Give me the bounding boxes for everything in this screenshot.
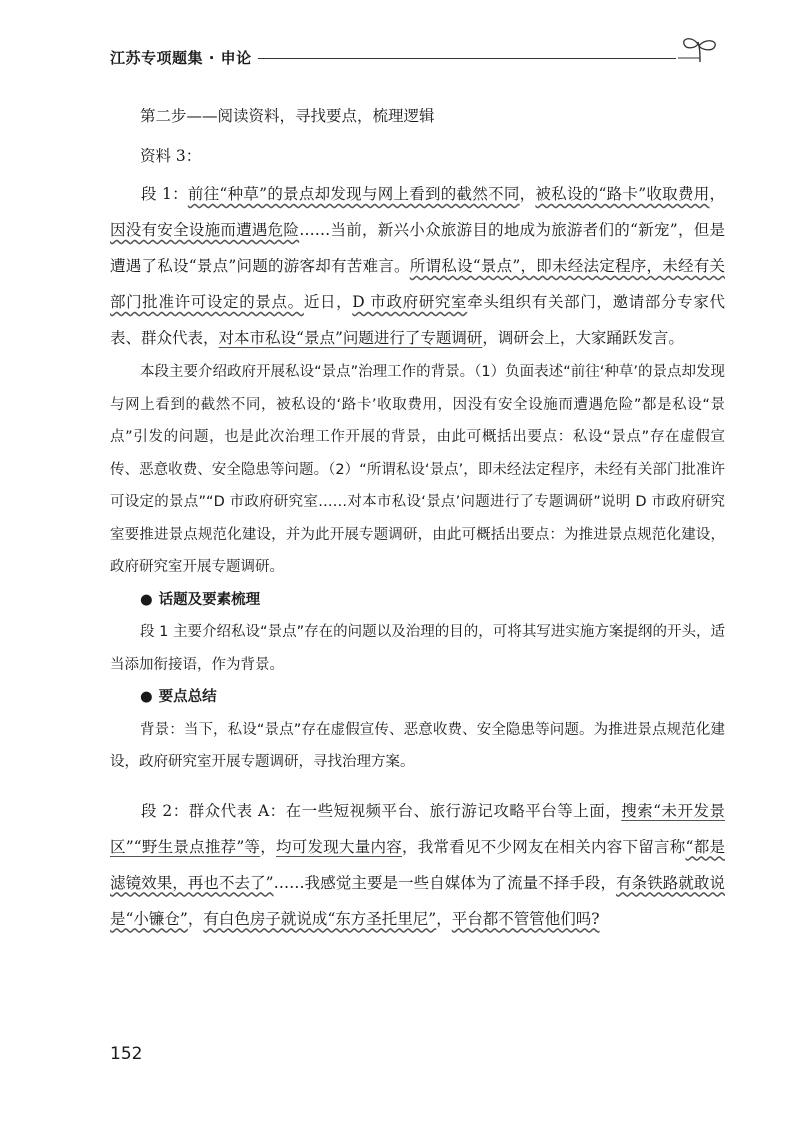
summary-paragraph: 背景：当下，私设“景点”存在虚假宣传、恶意收费、安全隐患等问题。为推进景点规范化建设，政府研究室开展专题调研，寻找治理方案。 [110, 721, 725, 770]
text-segment: 牵头组织有关部门，邀请部分专家代表、群众代表， [110, 293, 725, 347]
source-paragraph-2 [110, 793, 725, 937]
step-heading: 第二步——阅读资料，寻找要点，梳理逻辑 [140, 107, 435, 125]
book-title: 江苏专项题集 · 申论 [110, 49, 252, 67]
text-segment: ，我常看见不少网友在相关内容下留言称 [402, 837, 686, 856]
bullet-icon: ● [140, 689, 153, 705]
source-paragraph-1 [110, 176, 725, 356]
text-segment: ， [260, 837, 277, 856]
underlined-phrase: D 市政府研究室 [352, 293, 468, 311]
underlined-phrase: 有条铁路就敢说是“小镰仓” [110, 873, 725, 928]
bullet-icon: ● [140, 591, 153, 608]
material-label: 资料 3： [140, 147, 202, 165]
running-header [110, 38, 722, 78]
underlined-phrase: “都是滤镜效果，再也不去了” [110, 837, 725, 892]
underlined-phrase: 有白色房子就说成“东方圣托里尼” [203, 909, 437, 928]
header-rule [258, 58, 676, 59]
text-segment: 近日， [303, 293, 353, 311]
bullet-summary [140, 681, 725, 714]
underlined-phrase: 因没有安全设施而遭遇危险 [110, 221, 300, 239]
bullet-topic-label: 话题及要素梳理 [158, 591, 261, 608]
text-segment: ， [187, 909, 204, 928]
text-segment: ， [519, 185, 536, 203]
text-segment: ，调研会上，大家踊跃发言。 [482, 329, 684, 347]
analysis-paragraph: 本段主要介绍政府开展私设“景点”治理工作的背景。（1）负面表述“前往‘种草’的景点却发现与网上看到的截然不同，被私设的‘路卡’收取费用，因没有安全设施而遭遇危险”都是私设“景点”引发的问题，也是此次治理工作开展的背景，由此可概括出要点：私设“景点”存在虚假宣传、恶意收费、安全隐患等问题。（2）“所谓私设‘景点’，即未经法定程序，未经有关部门批准许可设定的景点”“D 市政府研究室……对本市私设‘景点’问题进行了专题调研”说明 D 市政府研究室要推进景点规范化建设，并为此开展专题调研，由此可概括出要点：为推进景点规范化建设，政府研究室开展专题调研。 [110, 364, 725, 575]
underlined-phrase: 对本市私设“景点”问题进行了专题调研 [218, 329, 483, 347]
text-segment: 段 2：群众代表 A：在一些短视频平台、旅行游记攻略平台等上面， [141, 801, 622, 820]
bullet-topic [140, 584, 725, 617]
underlined-phrase: 前往“种草”的景点却发现与网上看到的截然不同 [187, 185, 520, 203]
underlined-phrase: 均可发现大量内容 [276, 837, 403, 856]
sprout-icon [678, 36, 722, 64]
text-segment: ， [436, 909, 452, 928]
spacer [110, 779, 725, 793]
text-segment: ……当前，新兴小众旅游目的地成为旅游者们的“新宠”，但是遭遇了私设“景点”问题的游客却有苦难言。 [110, 221, 725, 275]
underlined-phrase: 搜索“未开发景区”“野生景点推荐”等 [110, 801, 725, 856]
text-segment: ， [709, 185, 725, 203]
page-number: 152 [110, 1044, 143, 1064]
bullet-summary-label: 要点总结 [158, 689, 217, 705]
page-content [110, 96, 725, 937]
underlined-phrase: 所谓私设“景点”，即未经法定程序，未经有关部门批准许可设定的景点。 [110, 257, 725, 311]
underlined-phrase: 平台都不管管他们吗? [451, 909, 600, 928]
text-segment: 段 1： [141, 185, 188, 203]
topic-paragraph: 段 1 主要介绍私设“景点”存在的问题以及治理的目的，可将其写进实施方案提纲的开头，适当添加衔接语，作为背景。 [110, 624, 725, 673]
text-segment: ……我感觉主要是一些自媒体为了流量不择手段， [273, 873, 617, 892]
underlined-phrase: 被私设的“路卡”收取费用 [535, 185, 710, 203]
